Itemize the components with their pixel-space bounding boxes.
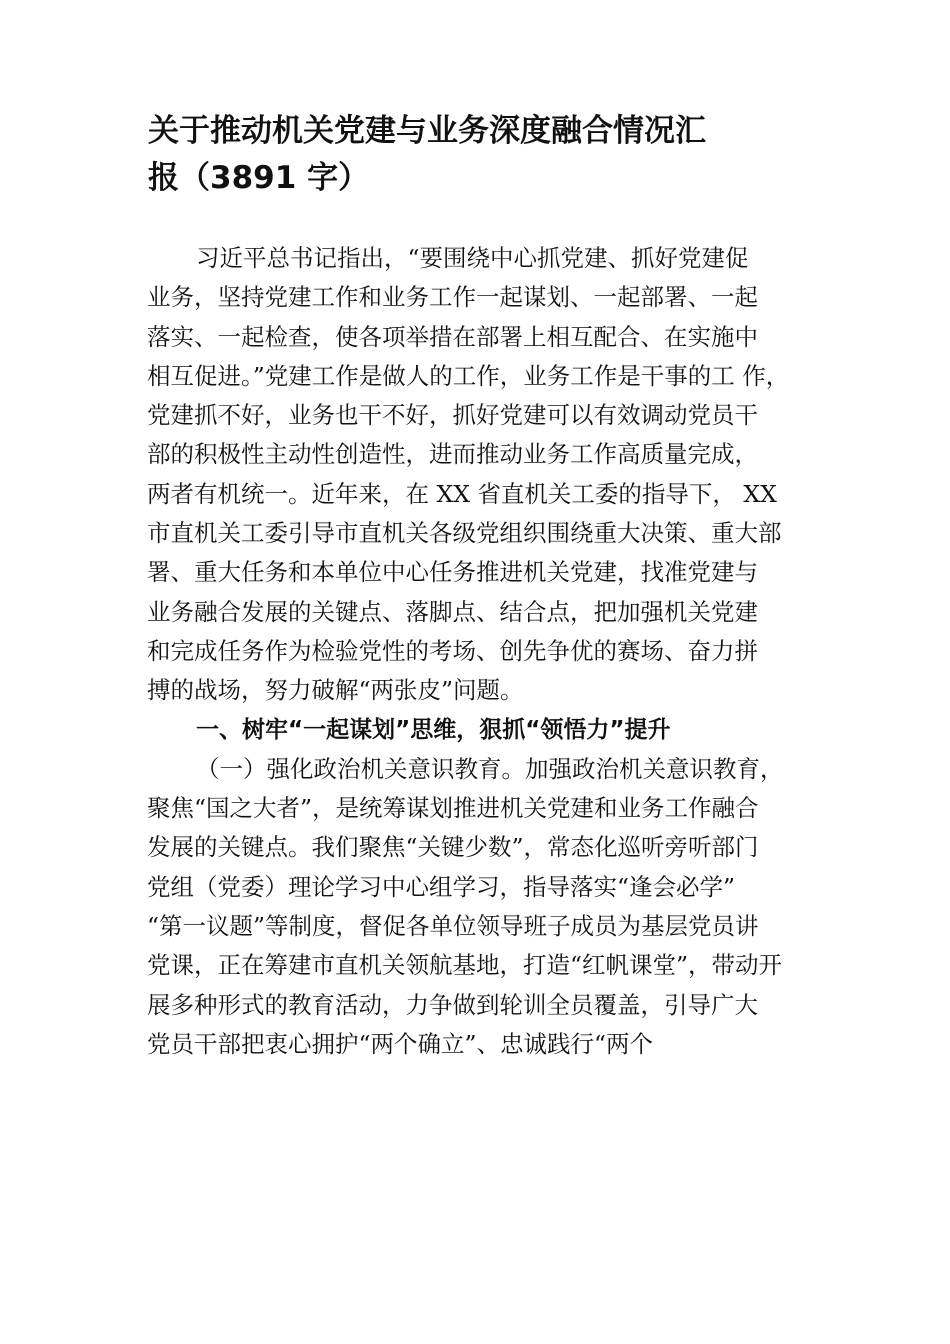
title-line: 关于推动机关党建与业务深度融合情况汇 bbox=[148, 113, 706, 149]
paragraph-line: 市直机关工委引导市直机关各级党组织围绕重大决策、重大部 bbox=[147, 519, 782, 548]
paragraph-line: “第一议题”等制度，督促各单位领导班子成员为基层党员讲 bbox=[147, 912, 759, 941]
paragraph-line: 业务融合发展的关键点、落脚点、结合点，把加强机关党建 bbox=[147, 597, 758, 626]
section-heading: 一、树牢“一起谋划”思维，狠抓“领悟力”提升 bbox=[196, 716, 671, 743]
paragraph-line: 落实、一起检查，使各项举措在部署上相互配合、在实施中 bbox=[147, 322, 758, 351]
paragraph-line: 和完成任务作为检验党性的考场、创先争优的赛场、奋力拼 bbox=[147, 636, 758, 665]
paragraph-line: 党课，正在筹建市直机关领航基地，打造“红帆课堂”，带动开 bbox=[147, 951, 783, 980]
paragraph-line: 搏的战场，努力破解“两张皮”问题。 bbox=[147, 676, 524, 705]
paragraph-line: 署、重大任务和本单位中心任务推进机关党建，找准党建与 bbox=[147, 558, 758, 587]
paragraph-line: 党组（党委）理论学习中心组学习，指导落实“逢会必学” bbox=[147, 872, 736, 901]
paragraph-line: 业务，坚持党建工作和业务工作一起谋划、一起部署、一起 bbox=[147, 283, 758, 312]
document-body bbox=[147, 239, 827, 1064]
title-line: 报（3891 字） bbox=[148, 160, 370, 196]
paragraph-line: （一）强化政治机关意识教育。加强政治机关意识教育， bbox=[196, 754, 784, 783]
subsection-paragraph bbox=[147, 750, 827, 1064]
paragraph-line: 部的积极性主动性创造性，进而推动业务工作高质量完成， bbox=[147, 440, 758, 469]
paragraph-line: 相互促进。”党建工作是做人的工作，业务工作是干事的工 作， bbox=[147, 361, 790, 390]
paragraph-line: 两者有机统一。近年来，在 XX 省直机关工委的指导下， XX bbox=[147, 479, 777, 508]
document-title bbox=[148, 108, 848, 202]
paragraph-line: 展多种形式的教育活动，力争做到轮训全员覆盖，引导广大 bbox=[147, 990, 758, 1019]
paragraph-line: 习近平总书记指出，“要围绕中心抓党建、抓好党建促 bbox=[196, 244, 749, 272]
paragraph-line: 党员干部把衷心拥护“两个确立”、忠诚践行“两个 bbox=[147, 1029, 654, 1058]
paragraph-line: 发展的关键点。我们聚焦“关键少数”，常态化巡听旁听部门 bbox=[147, 833, 759, 862]
intro-paragraph bbox=[147, 239, 827, 711]
paragraph-line: 党建抓不好，业务也干不好，抓好党建可以有效调动党员干 bbox=[147, 401, 758, 430]
paragraph-line: 聚焦“国之大者”，是统筹谋划推进机关党建和业务工作融合 bbox=[147, 794, 759, 823]
